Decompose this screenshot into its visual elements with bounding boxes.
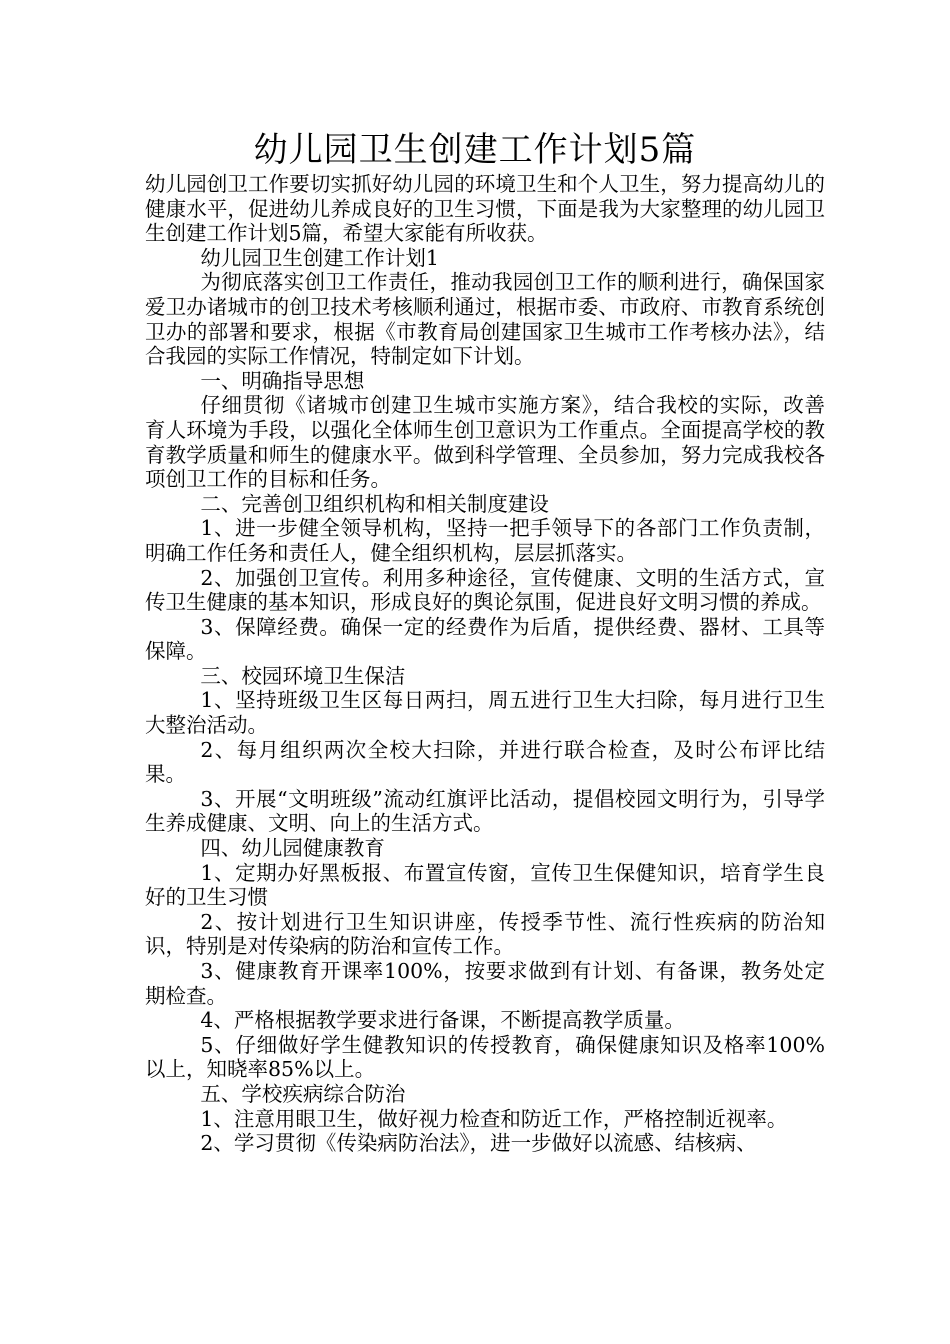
list-item: 3、开展“文明班级”流动红旗评比活动，提倡校园文明行为，引导学生养成健康、文明、向上的生活方式。	[145, 786, 825, 836]
list-item: 2、按计划进行卫生知识讲座，传授季节性、流行性疾病的防治知识，特别是对传染病的防治和宣传工作。	[145, 909, 825, 959]
list-item: 1、定期办好黑板报、布置宣传窗，宣传卫生保健知识，培育学生良好的卫生习惯	[145, 860, 825, 910]
list-item: 5、仔细做好学生健教知识的传授教育，确保健康知识及格率100%以上，知晓率85%以上。	[145, 1032, 825, 1082]
section-heading: 二、完善创卫组织机构和相关制度建设	[200, 491, 549, 516]
list-item: 4、严格根据教学要求进行备课，不断提高教学质量。	[200, 1008, 685, 1033]
plan-heading: 幼儿园卫生创建工作计划1	[200, 245, 439, 270]
list-item: 3、健康教育开课率100%，按要求做到有计划、有备课，教务处定期检查。	[145, 959, 825, 1008]
list-item: 1、进一步健全领导机构，坚持一把手领导下的各部门工作负责制，明确工作任务和责任人，健全组织机构，层层抓落实。	[145, 516, 825, 565]
list-item: 2、学习贯彻《传染病防治法》，进一步做好以流感、结核病、	[200, 1131, 757, 1156]
list-item: 2、每月组织两次全校大扫除，并进行联合检查，及时公布评比结果。	[145, 737, 825, 787]
list-item: 1、坚持班级卫生区每日两扫，周五进行卫生大扫除，每月进行卫生大整治活动。	[145, 688, 825, 738]
document-body	[145, 172, 825, 1156]
list-item: 2、加强创卫宣传。利用多种途径，宣传健康、文明的生活方式，宣传卫生健康的基本知识，形成良好的舆论氛围，促进良好文明习惯的养成。	[145, 565, 825, 615]
section-heading: 五、学校疾病综合防治	[200, 1081, 406, 1106]
section-heading: 一、明确指导思想	[200, 368, 365, 393]
list-item: 1、注意用眼卫生，做好视力检查和防近工作，严格控制近视率。	[200, 1106, 788, 1131]
section-heading: 四、幼儿园健康教育	[200, 836, 385, 861]
section-heading: 三、校园环境卫生保洁	[200, 663, 406, 688]
paragraph: 为彻底落实创卫工作责任，推动我园创卫工作的顺利进行，确保国家爱卫办诸城市的创卫技术考核顺利通过，根据市委、市政府、市教育系统创卫办的部署和要求，根据《市教育局创建国家卫生城市工作考核办法》，结合我园的实际工作情况，特制定如下计划。	[145, 270, 825, 369]
paragraph: 仔细贯彻《诸城市创建卫生城市实施方案》，结合我校的实际，改善育人环境为手段，以强化全体师生创卫意识为工作重点。全面提高学校的教育教学质量和师生的健康水平。做到科学管理、全员参加，努力完成我校各项创卫工作的目标和任务。	[145, 393, 825, 492]
intro-paragraph: 幼儿园创卫工作要切实抓好幼儿园的环境卫生和个人卫生，努力提高幼儿的健康水平，促进幼儿养成良好的卫生习惯，下面是我为大家整理的幼儿园卫生创建工作计划5篇，希望大家能有所收获。	[145, 172, 825, 246]
list-item: 3、保障经费。确保一定的经费作为后盾，提供经费、器材、工具等保障。	[145, 614, 825, 664]
document-title: 幼儿园卫生创建工作计划5篇	[253, 130, 697, 170]
